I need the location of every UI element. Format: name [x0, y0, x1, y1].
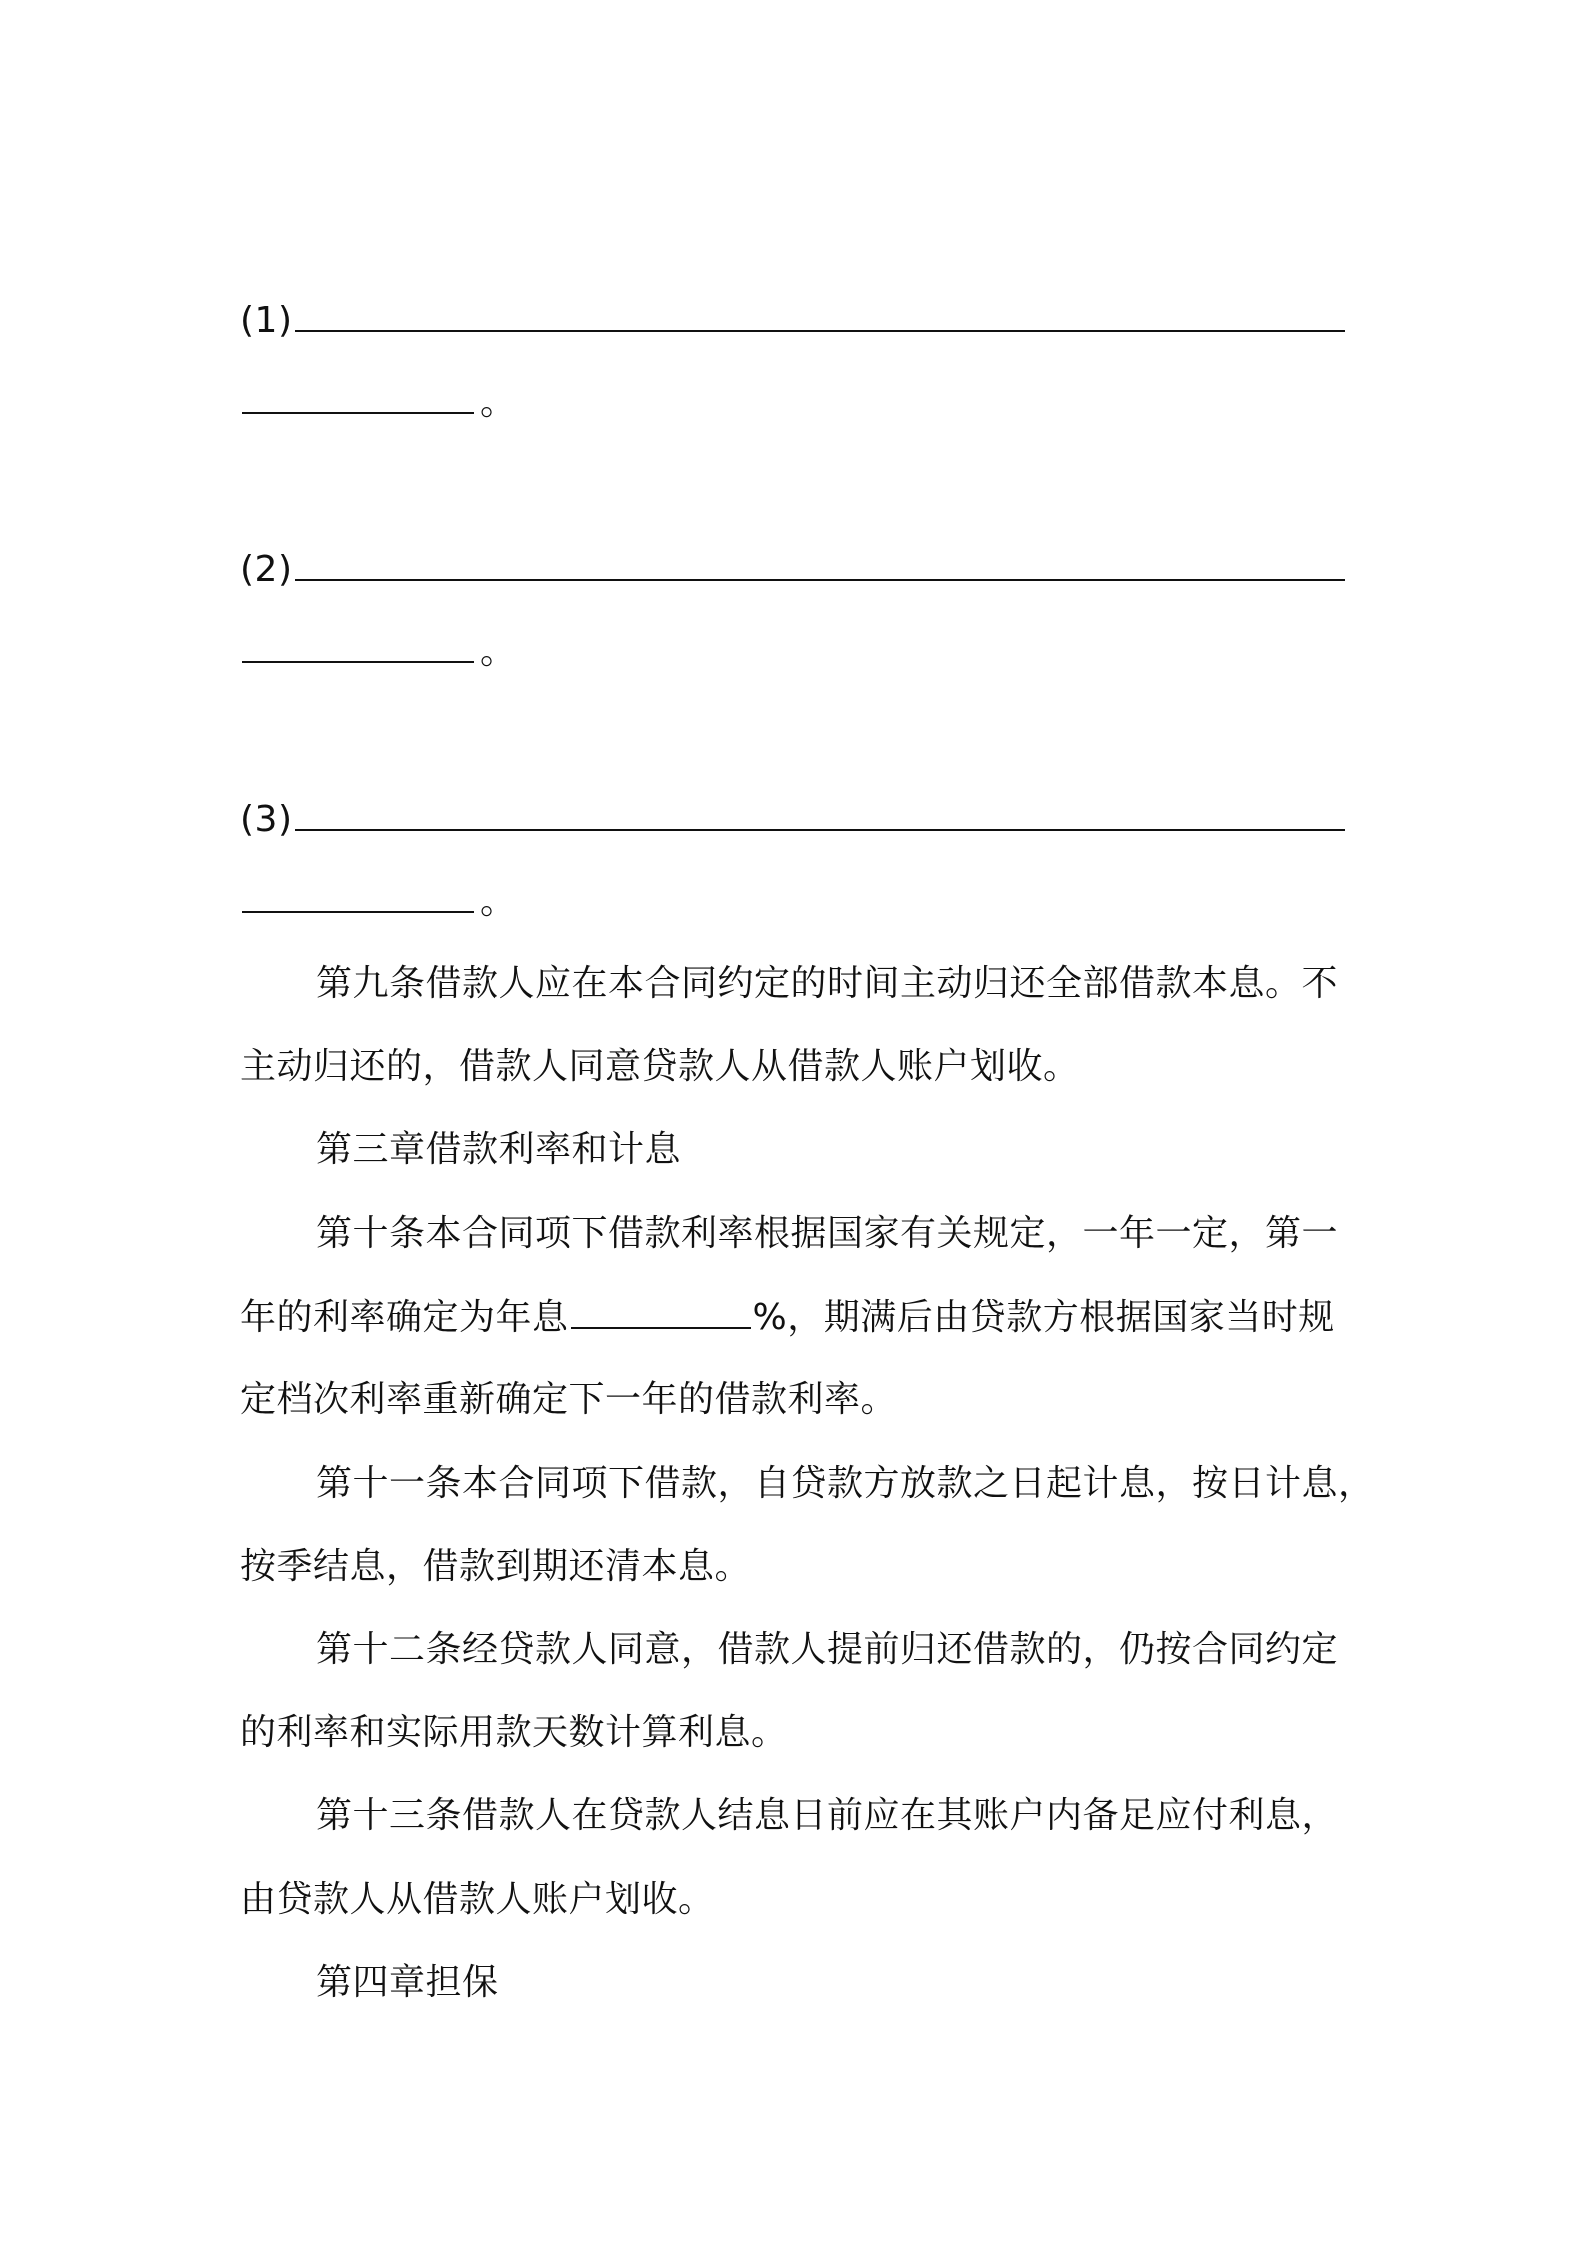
item-2-blank-2	[242, 627, 474, 663]
chapter-3-heading: 第三章借款利率和计息	[316, 1129, 682, 1170]
article-10-line-2-after: %，期满后由贷款方根据国家当时规	[752, 1297, 1335, 1338]
article-9-line-2: 主动归还的，借款人同意贷款人从借款人账户划收。	[240, 1046, 1080, 1087]
item-1-period: 。	[480, 382, 517, 423]
article-9-line-1: 第九条借款人应在本合同约定的时间主动归还全部借款本息。不	[316, 963, 1339, 1004]
item-1-continuation	[240, 378, 517, 427]
item-3-period: 。	[480, 881, 517, 922]
item-3-blank	[295, 795, 1345, 831]
article-10-line-3: 定档次利率重新确定下一年的借款利率。	[240, 1379, 898, 1420]
article-11-line-1: 第十一条本合同项下借款，自贷款方放款之日起计息，按日计息，	[316, 1463, 1375, 1504]
item-2-number: (2)	[240, 549, 293, 590]
item-3-number: (3)	[240, 799, 293, 840]
item-3-blank-2	[242, 877, 474, 913]
article-11-line-2: 按季结息，借款到期还清本息。	[240, 1546, 752, 1587]
item-3-continuation	[240, 877, 517, 926]
article-10-line-2-before: 年的利率确定为年息	[240, 1297, 569, 1338]
item-3-line	[240, 795, 1347, 844]
article-10-line-2	[240, 1293, 1335, 1342]
article-12-line-1: 第十二条经贷款人同意，借款人提前归还借款的，仍按合同约定	[316, 1629, 1339, 1670]
article-10-line-1: 第十条本合同项下借款利率根据国家有关规定，一年一定，第一	[316, 1213, 1339, 1254]
item-1-number: (1)	[240, 300, 293, 341]
item-2-line	[240, 545, 1347, 594]
article-13-line-1: 第十三条借款人在贷款人结息日前应在其账户内备足应付利息，	[316, 1795, 1339, 1836]
item-2-continuation	[240, 627, 517, 676]
item-1-blank	[295, 296, 1345, 332]
article-12-line-2: 的利率和实际用款天数计算利息。	[240, 1712, 788, 1753]
item-1-line	[240, 296, 1347, 345]
interest-rate-blank	[571, 1293, 751, 1329]
article-13-line-2: 由贷款人从借款人账户划收。	[240, 1879, 715, 1920]
item-1-blank-2	[242, 378, 474, 414]
item-2-blank	[295, 545, 1345, 581]
chapter-4-heading: 第四章担保	[316, 1962, 499, 2003]
item-2-period: 。	[480, 631, 517, 672]
